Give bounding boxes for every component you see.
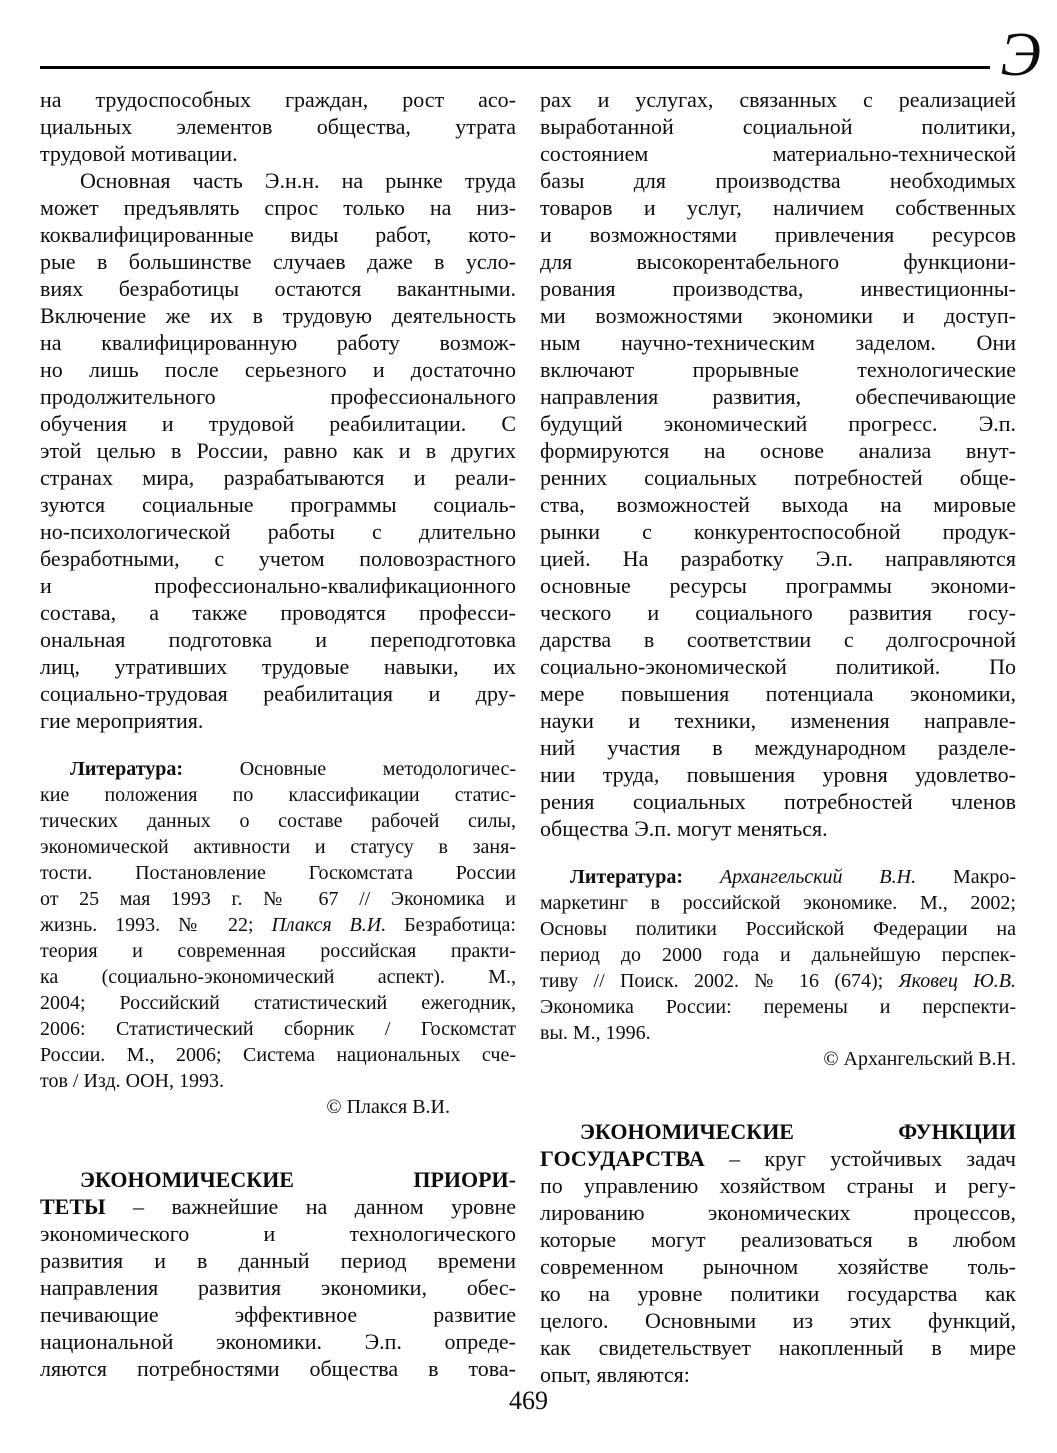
left-column — [40, 86, 516, 1382]
text-line: тости. Постановление Госкомстата России — [40, 862, 516, 884]
text-line: безработными, с учетом половозрастного — [40, 546, 516, 571]
text-line: рынки с конкурентоспособной продук- — [540, 519, 1016, 544]
paragraph-continued — [540, 86, 1016, 842]
text-line: тов / Изд. ООН, 1993. — [40, 1070, 224, 1092]
header-rule — [40, 66, 990, 69]
text-line: ГОСУДАРСТВА – круг устойчивых задач — [540, 1146, 1016, 1171]
page-number: 469 — [509, 1386, 548, 1415]
entry-economic-priorities — [40, 1166, 516, 1382]
copyright-line: © Архангельский В.Н. — [823, 1048, 1016, 1070]
text-line: ЭКОНОМИЧЕСКИЕ ПРИОРИ- — [80, 1167, 516, 1192]
text-line: целого. Основными из этих функций, — [540, 1308, 1016, 1333]
text-line: гие мероприятия. — [40, 708, 204, 733]
text-line: ка (социально-экономический аспект). М., — [40, 966, 516, 988]
text-line: ческого и социального развития госу- — [540, 600, 1016, 625]
text-line: жизнь. 1993. № 22; Плакся В.И. Безработица: — [40, 914, 516, 936]
text-line: ЭКОНОМИЧЕСКИЕ ФУНКЦИИ — [580, 1119, 1016, 1144]
text-line: на квалифицированную работу возмож- — [40, 330, 516, 355]
paragraph-unemployment — [40, 167, 516, 734]
text-line: экономического и технологического — [40, 1221, 516, 1246]
text-line: странах мира, разрабатываются и реали- — [40, 465, 516, 490]
text-line: направления развития экономики, обес- — [40, 1275, 516, 1300]
text-line: этой целью в России, равно как и в других — [40, 438, 516, 463]
text-line: виях безработицы остаются вакантными. — [40, 276, 516, 301]
text-line: печивающие эффективное развитие — [40, 1302, 516, 1327]
text-line: и возможностями привлечения ресурсов — [540, 222, 1016, 247]
text-line: ТЕТЫ – важнейшие на данном уровне — [40, 1194, 516, 1219]
text-line: науки и техники, изменения направле- — [540, 708, 1016, 733]
text-line: товаров и услуг, наличием собственных — [540, 195, 1016, 220]
text-line: развития и в данный период времени — [40, 1248, 516, 1273]
text-line: ства, возможностей выхода на мировые — [540, 492, 1016, 517]
text-line: ко на уровне политики государства как — [540, 1281, 1016, 1306]
text-line: ми возможностями экономики и доступ- — [540, 303, 1016, 328]
text-line: трудовой мотивации. — [40, 141, 238, 166]
copyright-line — [40, 1094, 516, 1120]
text-line: мере повышения потенциала экономики, — [540, 681, 1016, 706]
text-line: социально-трудовая реабилитация и дру- — [40, 681, 516, 706]
text-line: лированию экономических процессов, — [540, 1200, 1016, 1225]
text-line: обучения и трудовой реабилитации. С — [40, 411, 516, 436]
text-line: включают прорывные технологические — [540, 357, 1016, 382]
text-line: ным научно-техническим заделом. Они — [540, 330, 1016, 355]
text-line: теория и современная российская практи- — [40, 940, 516, 962]
text-line: от 25 мая 1993 г. № 67 // Экономика и — [40, 888, 516, 910]
text-line: России. М., 2006; Система национальных сче- — [40, 1044, 516, 1066]
text-line: которые могут реализоваться в любом — [540, 1227, 1016, 1252]
text-line: Включение же их в трудовую деятельность — [40, 303, 516, 328]
text-line: Экономика России: перемены и перспекти- — [540, 996, 1016, 1018]
text-line: дарства в соответствии с долгосрочной — [540, 627, 1016, 652]
text-line: социально-экономической политикой. По — [540, 654, 1016, 679]
text-line: и профессионально-квалификационного — [40, 573, 516, 598]
text-line: направления развития, обеспечивающие — [540, 384, 1016, 409]
text-line: зуются социальные программы социаль- — [40, 492, 516, 517]
text-line: ренних социальных потребностей обще- — [540, 465, 1016, 490]
text-line: основные ресурсы программы экономи- — [540, 573, 1016, 598]
text-line: Литература: Архангельский В.Н. Макро- — [570, 866, 1016, 888]
section-letter: Э — [1000, 21, 1041, 89]
text-line: кие положения по классификации статис- — [40, 784, 516, 806]
copyright-line: © Плакся В.И. — [326, 1096, 450, 1118]
text-line: 2006: Статистический сборник / Госкомстат — [40, 1018, 516, 1040]
text-line: формируются на основе анализа внут- — [540, 438, 1016, 463]
text-line: циальных элементов общества, утрата — [40, 114, 516, 139]
text-line: может предъявлять спрос только на низ- — [40, 195, 516, 220]
text-line: но лишь после серьезного и достаточно — [40, 357, 516, 382]
text-line: но-психологической работы с длительно — [40, 519, 516, 544]
literature-paragraph — [540, 864, 1016, 1046]
text-line: рые в большинстве случаев даже в усло- — [40, 249, 516, 274]
literature-paragraph — [40, 756, 516, 1094]
text-line: цией. На разработку Э.п. направляются — [540, 546, 1016, 571]
text-line: Основы политики Российской Федерации на — [540, 918, 1016, 940]
text-line: Литература: Основные методологичес- — [70, 758, 517, 780]
copyright-line — [540, 1046, 1016, 1072]
text-line: рах и услугах, связанных с реализацией — [540, 87, 1016, 112]
text-line: на трудоспособных граждан, рост асо- — [40, 87, 516, 112]
text-line: ний участия в международном разделе- — [540, 735, 1016, 760]
text-line: лиц, утративших трудовые навыки, их — [40, 654, 516, 679]
text-line: современном рыночном хозяйстве толь- — [540, 1254, 1016, 1279]
text-line: состоянием материально-технической — [540, 141, 1016, 166]
text-line: рования производства, инвестиционны- — [540, 276, 1016, 301]
text-line: продолжительного профессионального — [40, 384, 516, 409]
paragraph-continued — [40, 86, 516, 167]
text-line: как свидетельствует накопленный в мире — [540, 1335, 1016, 1360]
text-line: национальной экономики. Э.п. опреде- — [40, 1329, 516, 1354]
text-line: тических данных о составе рабочей силы, — [40, 810, 516, 832]
right-column — [540, 86, 1016, 1388]
text-line: рения социальных потребностей членов — [540, 789, 1016, 814]
text-line: ональная подготовка и переподготовка — [40, 627, 516, 652]
text-line: для высокорентабельного функциони- — [540, 249, 1016, 274]
text-line: ляются потребностями общества в това- — [40, 1356, 516, 1381]
text-line: нии труда, повышения уровня удовлетво- — [540, 762, 1016, 787]
text-line: будущий экономический прогресс. Э.п. — [540, 411, 1016, 436]
text-line: период до 2000 года и дальнейшую перспек- — [540, 944, 1016, 966]
entry-economic-functions-of-state — [540, 1118, 1016, 1388]
text-line: коквалифицированные виды работ, кото- — [40, 222, 516, 247]
text-line: 2004; Российский статистический ежегодник, — [40, 992, 516, 1014]
text-line: состава, а также проводятся професси- — [40, 600, 516, 625]
text-line: базы для производства необходимых — [540, 168, 1016, 193]
text-line: выработанной социальной политики, — [540, 114, 1016, 139]
text-line: Основная часть Э.н.н. на рынке труда — [80, 168, 516, 193]
text-line: вы. М., 1996. — [540, 1022, 651, 1044]
text-line: опыт, являются: — [540, 1362, 690, 1387]
text-line: экономической активности и статусу в заня- — [40, 836, 516, 858]
text-line: тиву // Поиск. 2002. № 16 (674); Яковец Ю.В. — [540, 970, 1016, 992]
text-line: маркетинг в российской экономике. М., 2002; — [540, 892, 1016, 914]
text-line: общества Э.п. могут меняться. — [540, 816, 828, 841]
text-line: по управлению хозяйством страны и регу- — [540, 1173, 1016, 1198]
